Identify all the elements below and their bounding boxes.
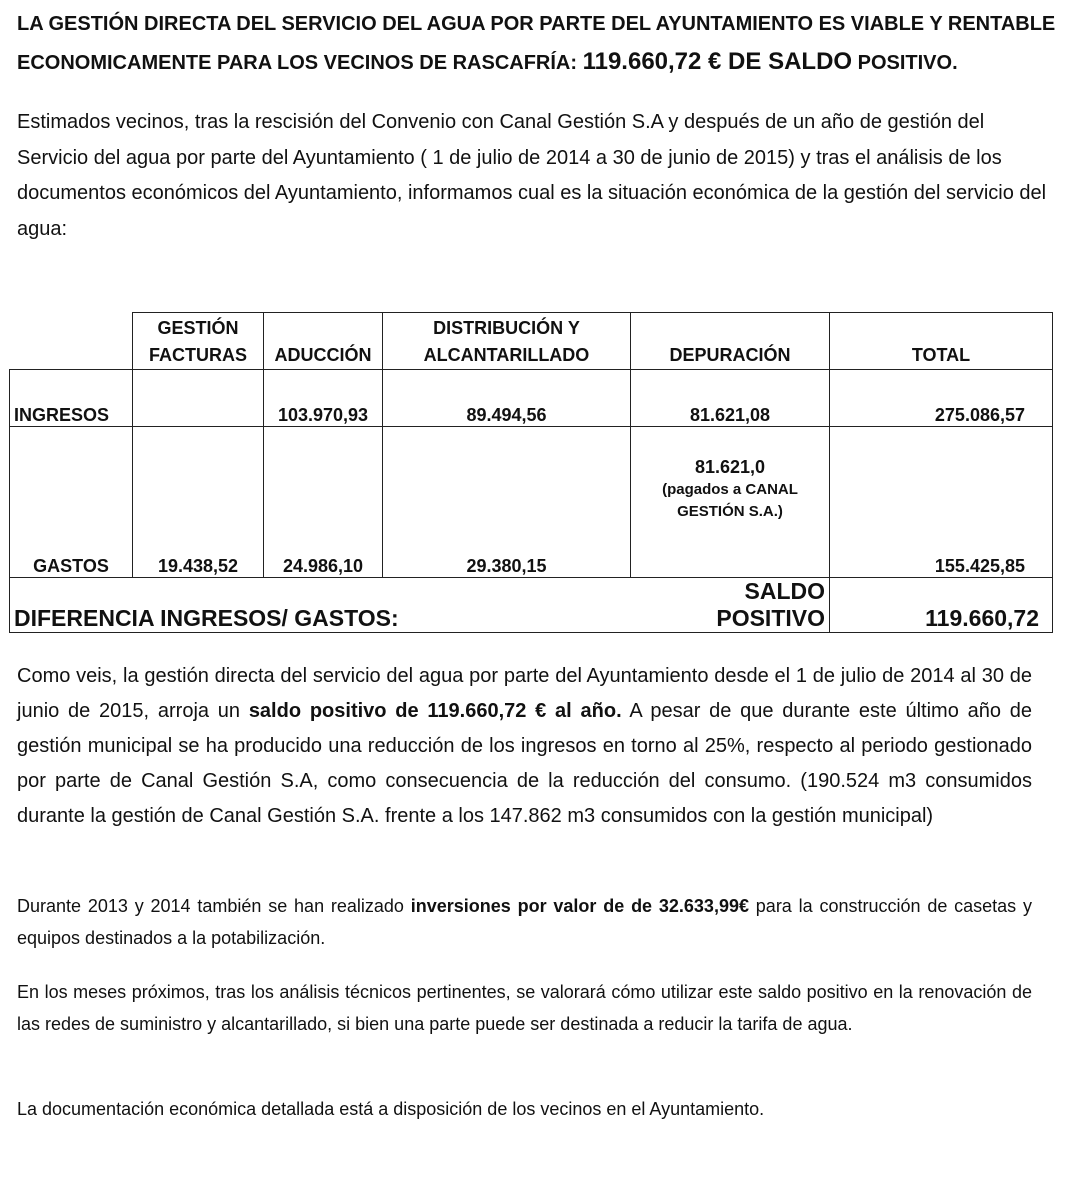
saldo-highlight: saldo positivo de 119.660,72 € al año. [248, 700, 622, 722]
headline-text: LA GESTIÓN DIRECTA DEL SERVICIO DEL AGUA POR PARTE DEL AYUNTAMIENTO ES VIABLE Y RENTABLE ECONOMICAMENTE PARA LOS VECINOS DE RASCAFRÍA: [17, 13, 1056, 74]
gastos-depuracion [631, 427, 830, 578]
header-distribucion: DISTRIBUCIÓN Y ALCANTARILLADO [383, 313, 631, 370]
paragraph-inversiones: Durante 2013 y 2014 también se han realizado inversiones por valor de de 32.633,99€ para la construcción de casetas y equipos destinados a la potabilización. [17, 896, 1032, 948]
gastos-gestion: 19.438,52 [133, 427, 264, 578]
header-aduccion: ADUCCIÓN [264, 313, 383, 370]
ingresos-label: INGRESOS [10, 370, 133, 427]
financial-table [9, 312, 1053, 633]
intro-paragraph: Estimados vecinos, tras la rescisión del Convenio con Canal Gestión S.A y después de un año de gestión del Servicio del agua por parte del Ayuntamiento ( 1 de julio de 2014 a 30 de junio de 2015) y tras el análisis de los documentos económicos del Ayuntamiento, informamos cual es la situación económica de la gestión del servicio del agua: [17, 111, 1047, 240]
saldo-positivo-label: SALDO POSITIVO [631, 578, 830, 633]
table-row-diferencia [10, 578, 1053, 633]
ingresos-depuracion: 81.621,08 [631, 370, 830, 427]
ingresos-gestion [133, 370, 264, 427]
diferencia-total: 119.660,72 [830, 578, 1053, 633]
ingresos-distribucion: 89.494,56 [383, 370, 631, 427]
header-depuracion: DEPURACIÓN [631, 313, 830, 370]
inversiones-highlight: inversiones por valor de de 32.633,99€ [410, 896, 749, 916]
gastos-depuracion-note-2: GESTIÓN S.A.) [677, 503, 783, 520]
gastos-depuracion-value: 81.621,0 [694, 457, 766, 477]
paragraph-documentacion: La documentación económica detallada está a disposición de los vecinos en el Ayuntamiento. [17, 1099, 765, 1119]
headline-end: POSITIVO. [852, 52, 958, 74]
table-header-row [10, 313, 1053, 370]
empty-corner-cell [10, 313, 133, 370]
header-gestion-facturas: GESTIÓN FACTURAS [133, 313, 264, 370]
headline-amount: 119.660,72 € DE SALDO [582, 48, 853, 75]
table-row-ingresos [10, 370, 1053, 427]
paragraph-results: Como veis, la gestión directa del servicio del agua por parte del Ayuntamiento desde el 1 de julio de 2014 al 30 de junio de 2015, arroja un saldo positivo de 119.660,72 € al año. A pesar de que durante este último año de gestión municipal se ha producido una reducción de los ingresos en torno al 25%, respecto al periodo gestionado por parte de Canal Gestión S.A, como consecuencia de la reducción del consumo. (190.524 m3 consumidos durante la gestión de Canal Gestión S.A. frente a los 147.862 m3 consumidos con la gestión municipal) [17, 665, 1033, 827]
gastos-depuracion-note-1: (pagados a CANAL [662, 481, 798, 498]
financial-table-wrapper [9, 312, 1052, 631]
document-page [14, 6, 1057, 1119]
diferencia-label: DIFERENCIA INGRESOS/ GASTOS: [10, 578, 631, 633]
paragraph-proximos-meses: En los meses próximos, tras los análisis técnicos pertinentes, se valorará cómo utilizar este saldo positivo en la renovación de las redes de suministro y alcantarillado, si bien una parte puede ser destinada a reducir la tarifa de agua. [17, 982, 1032, 1034]
gastos-distribucion: 29.380,15 [383, 427, 631, 578]
headline [17, 6, 1057, 82]
gastos-label: GASTOS [10, 427, 133, 578]
header-total: TOTAL [830, 313, 1053, 370]
table-row-gastos [10, 427, 1053, 578]
gastos-aduccion: 24.986,10 [264, 427, 383, 578]
ingresos-aduccion: 103.970,93 [264, 370, 383, 427]
ingresos-total: 275.086,57 [830, 370, 1053, 427]
gastos-total: 155.425,85 [830, 427, 1053, 578]
